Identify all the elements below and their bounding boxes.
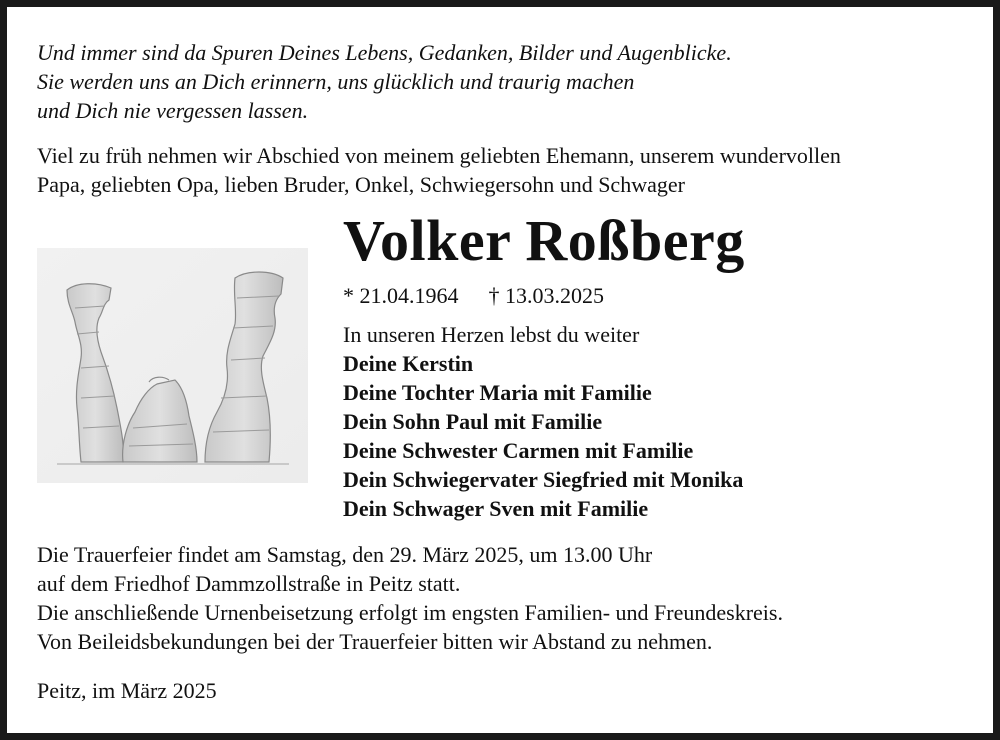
- quote-line: und Dich nie vergessen lassen.: [37, 98, 309, 123]
- ceremony-line: auf dem Friedhof Dammzollstraße in Peitz statt.: [37, 571, 461, 596]
- intro-line: Papa, geliebten Opa, lieben Bruder, Onkel, Schwiegersohn und Schwager: [37, 172, 685, 197]
- ceremony-line: Von Beileidsbekundungen bei der Trauerfeier bitten wir Abstand zu nehmen.: [37, 629, 713, 654]
- farewell-intro: [37, 141, 841, 199]
- mourner-name: Deine Kerstin: [343, 351, 474, 376]
- rock-formations-drawing: [37, 248, 308, 483]
- mourner-name: Dein Schwager Sven mit Familie: [343, 496, 649, 521]
- place-and-date: Peitz, im März 2025: [37, 678, 217, 703]
- mourner-name: Deine Schwester Carmen mit Familie: [343, 438, 694, 463]
- quote-line: Sie werden uns an Dich erinnern, uns glücklich und traurig machen: [37, 69, 635, 94]
- mourner-name: Dein Schwiegervater Siegfried mit Monika: [343, 467, 744, 492]
- mourner-name: Dein Sohn Paul mit Familie: [343, 409, 603, 434]
- ceremony-line: Die anschließende Urnenbeisetzung erfolgt im engsten Familien- und Freundeskreis.: [37, 600, 783, 625]
- memorial-quote: [37, 38, 732, 125]
- mourners-intro: In unseren Herzen lebst du weiter: [343, 322, 640, 347]
- deceased-name: Volker Roßberg: [343, 208, 745, 273]
- intro-line: Viel zu früh nehmen wir Abschied von meinem geliebten Ehemann, unserem wundervollen: [37, 143, 841, 168]
- life-dates: [343, 281, 604, 310]
- funeral-details: [37, 540, 783, 656]
- mourner-name: Deine Tochter Maria mit Familie: [343, 380, 652, 405]
- death-date: † 13.03.2025: [488, 283, 604, 308]
- ceremony-line: Die Trauerfeier findet am Samstag, den 29. März 2025, um 13.00 Uhr: [37, 542, 653, 567]
- birth-date: * 21.04.1964: [343, 283, 459, 308]
- quote-line: Und immer sind da Spuren Deines Lebens, Gedanken, Bilder und Augenblicke.: [37, 40, 732, 65]
- mourners-list: [343, 320, 743, 523]
